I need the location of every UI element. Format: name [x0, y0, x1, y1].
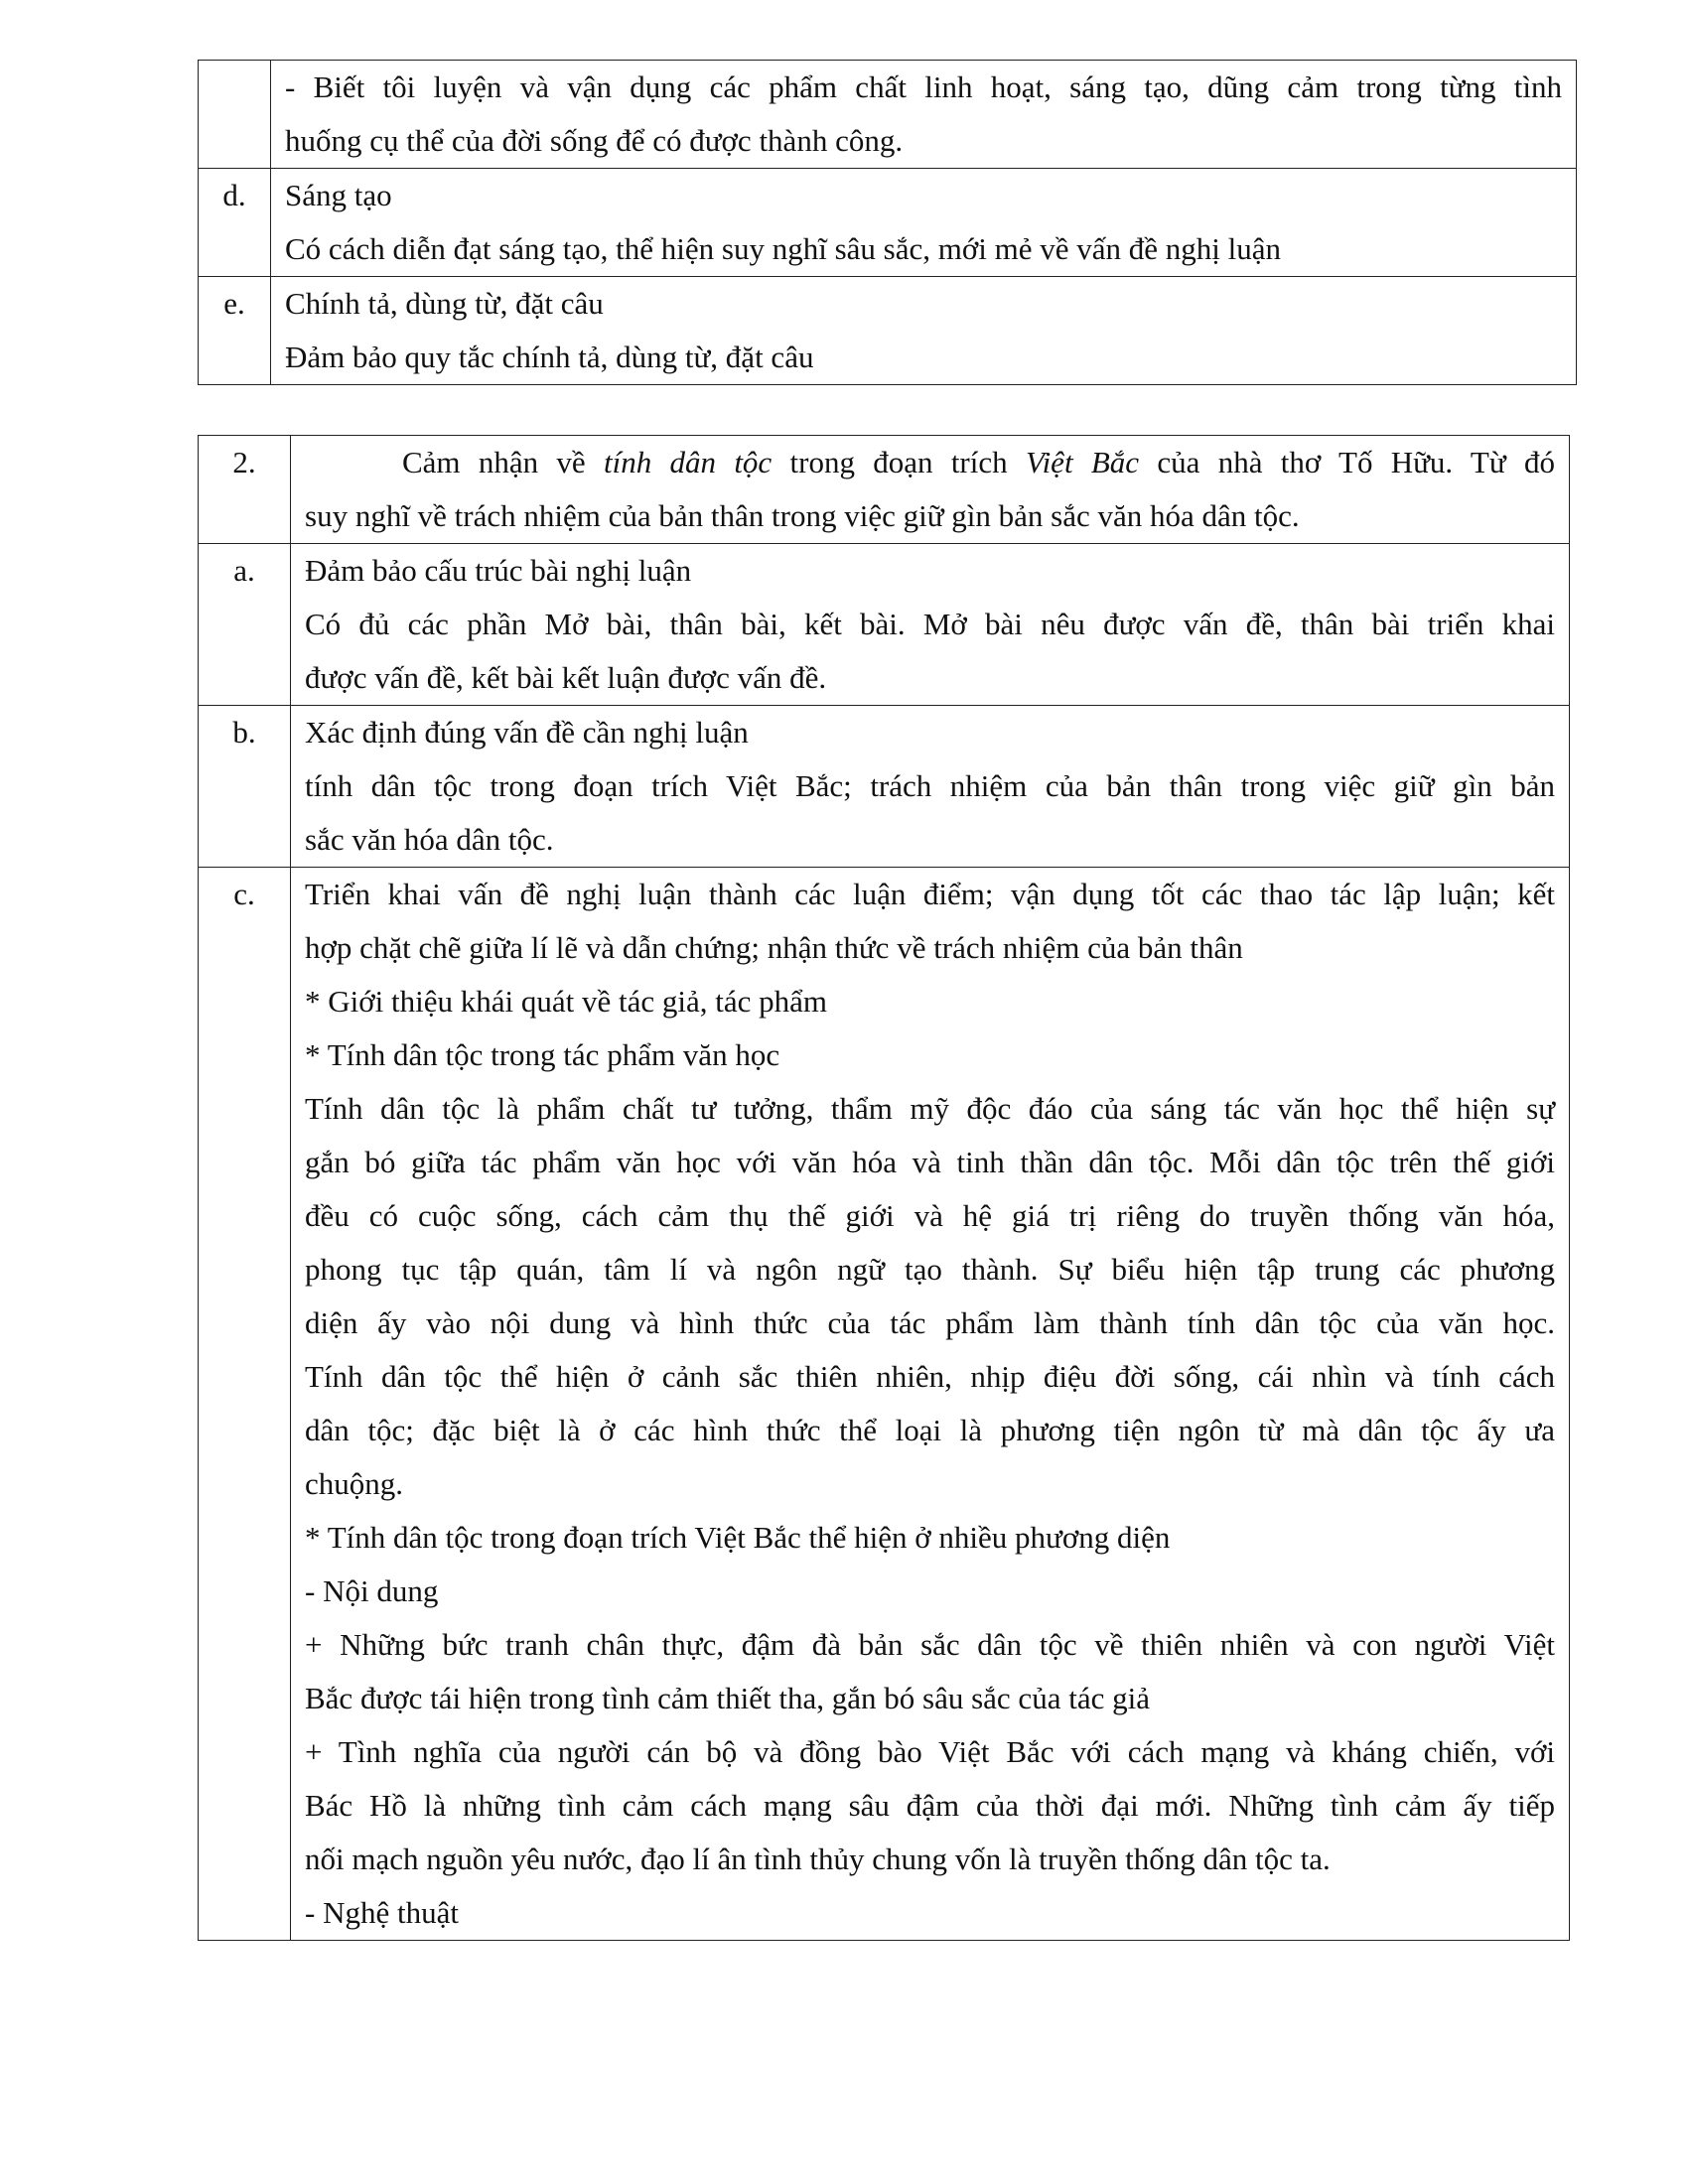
- content-line: phong tục tập quán, tâm lí và ngôn ngữ tạo thành. Sự biểu hiện tập trung các phương: [305, 1252, 1555, 1287]
- grading-table-1: [198, 60, 1577, 385]
- content-line: * Giới thiệu khái quát về tác giả, tác phẩm: [305, 984, 828, 1019]
- content-line: Triển khai vấn đề nghị luận thành các luận điểm; vận dụng tốt các thao tác lập luận; kết: [305, 877, 1555, 911]
- criterion-title: Sáng tạo: [285, 178, 392, 212]
- row-content: [291, 706, 1570, 868]
- row-content: [271, 277, 1577, 385]
- content-line: Có cách diễn đạt sáng tạo, thể hiện suy nghĩ sâu sắc, mới mẻ về vấn đề nghị luận: [285, 231, 1281, 266]
- content-line: + Những bức tranh chân thực, đậm đà bản sắc dân tộc về thiên nhiên và con người Việt: [305, 1627, 1555, 1662]
- content-line: + Tình nghĩa của người cán bộ và đồng bào Việt Bắc với cách mạng và kháng chiến, với: [305, 1734, 1555, 1769]
- content-line: sắc văn hóa dân tộc.: [305, 822, 554, 857]
- row-content: [291, 544, 1570, 706]
- table-row: [199, 61, 1577, 169]
- content-line: dân tộc; đặc biệt là ở các hình thức thể loại là phương tiện ngôn từ mà dân tộc ấy ưa: [305, 1413, 1555, 1447]
- table-row: [199, 706, 1570, 868]
- content-line: - Biết tôi luyện và vận dụng các phẩm chất linh hoạt, sáng tạo, dũng cảm trong từng tình: [285, 69, 1562, 104]
- content-line: * Tính dân tộc trong tác phẩm văn học: [305, 1037, 780, 1072]
- content-line: Bác Hồ là những tình cảm cách mạng sâu đậm của thời đại mới. Những tình cảm ấy tiếp: [305, 1788, 1555, 1823]
- content-line: được vấn đề, kết bài kết luận được vấn đề.: [305, 660, 827, 695]
- question-middle: trong đoạn trích: [772, 445, 1026, 479]
- content-line: chuộng.: [305, 1466, 404, 1501]
- table-row: [199, 277, 1577, 385]
- content-line: - Nội dung: [305, 1573, 439, 1608]
- grading-table-2: [198, 435, 1570, 1941]
- content-line: hợp chặt chẽ giữa lí lẽ và dẫn chứng; nhận thức về trách nhiệm của bản thân: [305, 930, 1243, 965]
- table-row: [199, 544, 1570, 706]
- row-label: d.: [199, 169, 271, 277]
- criterion-title: Đảm bảo cấu trúc bài nghị luận: [305, 553, 692, 588]
- question-number: 2.: [199, 436, 291, 544]
- row-content: [271, 169, 1577, 277]
- row-label: c.: [199, 868, 291, 1941]
- question-prefix: Cảm nhận về: [402, 445, 604, 479]
- question-italic-title: Việt Bắc: [1025, 445, 1140, 479]
- content-line: nối mạch nguồn yêu nước, đạo lí ân tình thủy chung vốn là truyền thống dân tộc ta.: [305, 1842, 1331, 1876]
- criterion-title: Chính tả, dùng từ, đặt câu: [285, 286, 604, 321]
- content-line: - Nghệ thuật: [305, 1895, 459, 1930]
- content-line: tính dân tộc trong đoạn trích Việt Bắc; trách nhiệm của bản thân trong việc giữ gìn bản: [305, 768, 1555, 803]
- row-label: b.: [199, 706, 291, 868]
- content-line: đều có cuộc sống, cách cảm thụ thế giới và hệ giá trị riêng do truyền thống văn hóa,: [305, 1198, 1555, 1233]
- row-label: a.: [199, 544, 291, 706]
- question-row: [199, 436, 1570, 544]
- row-content: [271, 61, 1577, 169]
- question-prompt: [291, 436, 1570, 544]
- criterion-title: Xác định đúng vấn đề cần nghị luận: [305, 715, 749, 750]
- content-line: diện ấy vào nội dung và hình thức của tác phẩm làm thành tính dân tộc của văn học.: [305, 1305, 1555, 1340]
- content-line: huống cụ thể của đời sống để có được thành công.: [285, 123, 904, 158]
- question-line-1: [305, 436, 1555, 489]
- content-line: Tính dân tộc thể hiện ở cảnh sắc thiên nhiên, nhịp điệu đời sống, cái nhìn và tính cách: [305, 1359, 1555, 1394]
- row-content: [291, 868, 1570, 1941]
- table-row: [199, 169, 1577, 277]
- question-suffix: của nhà thơ Tố Hữu. Từ đó: [1139, 445, 1555, 479]
- row-label: e.: [199, 277, 271, 385]
- question-italic-term: tính dân tộc: [603, 445, 773, 479]
- content-line: gắn bó giữa tác phẩm văn học với văn hóa và tinh thần dân tộc. Mỗi dân tộc trên thế giới: [305, 1145, 1555, 1179]
- content-line: Đảm bảo quy tắc chính tả, dùng từ, đặt câu: [285, 340, 814, 374]
- question-line-2: suy nghĩ về trách nhiệm của bản thân trong việc giữ gìn bản sắc văn hóa dân tộc.: [305, 498, 1300, 533]
- table-row: [199, 868, 1570, 1941]
- content-line: Tính dân tộc là phẩm chất tư tưởng, thẩm mỹ độc đáo của sáng tác văn học thể hiện sự: [305, 1091, 1555, 1126]
- content-line: Có đủ các phần Mở bài, thân bài, kết bài. Mở bài nêu được vấn đề, thân bài triển khai: [305, 607, 1555, 641]
- row-label: [199, 61, 271, 169]
- content-line: * Tính dân tộc trong đoạn trích Việt Bắc thể hiện ở nhiều phương diện: [305, 1520, 1171, 1555]
- content-line: Bắc được tái hiện trong tình cảm thiết tha, gắn bó sâu sắc của tác giả: [305, 1681, 1150, 1715]
